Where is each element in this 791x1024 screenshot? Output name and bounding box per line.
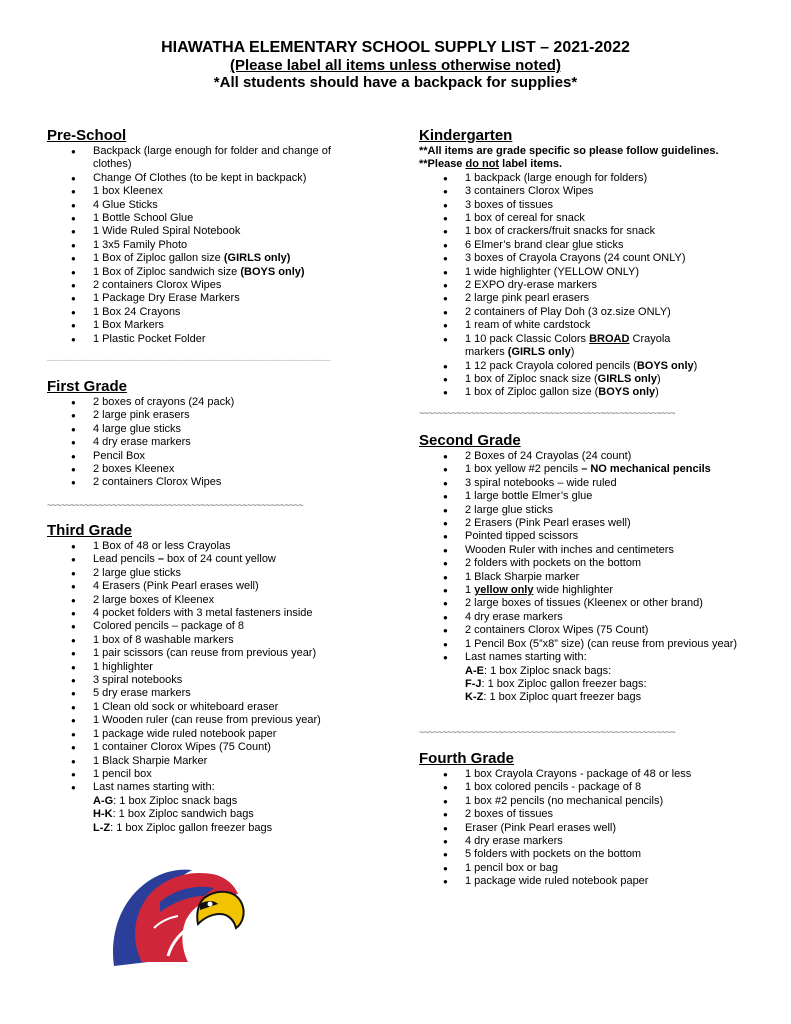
list-item	[47, 266, 367, 279]
item-text: Lead pencils	[93, 553, 155, 566]
list-item: ● 4 Erasers (Pink Pearl erases well)	[47, 580, 377, 593]
lastname-row: A-E: 1 box Ziploc snack bags:	[465, 664, 612, 677]
list-item: ● 1 Box 24 Crayons	[47, 306, 367, 319]
list-item: ● 2 large glue sticks	[47, 567, 377, 580]
list-item: ● Pointed tipped scissors	[419, 530, 759, 543]
fourth-grade-list	[419, 768, 759, 889]
kindergarten-note-label: **Please do not label items.	[419, 158, 563, 171]
section-first-grade	[47, 378, 367, 490]
lastname-row: L-Z: 1 box Ziploc gallon freezer bags	[93, 821, 273, 834]
list-item: ● 1 box yellow #2 pencils – NO mechanical pencils	[419, 463, 759, 476]
list-item: ● 2 containers Clorox Wipes	[47, 476, 367, 489]
item-text: box of 24 count yellow	[167, 553, 276, 566]
list-item: ● 4 Glue Sticks	[47, 199, 367, 212]
list-item: ● Backpack (large enough for folder and change of clothes)	[47, 145, 367, 172]
lastname-row: H-K: 1 box Ziploc sandwich bags	[93, 808, 254, 821]
list-item: ● 2 containers Clorox Wipes (75 Count)	[419, 624, 759, 637]
kindergarten-list	[419, 172, 759, 400]
list-item: ● 1 large bottle Elmer’s glue	[419, 490, 759, 503]
list-item: ● 5 folders with pockets on the bottom	[419, 848, 759, 861]
list-item: ● 1 Black Sharpie Marker	[47, 755, 377, 768]
list-item: ● 1 Box Markers	[47, 319, 367, 332]
list-item: ● 1 box of crackers/fruit snacks for snack	[419, 225, 759, 238]
section-preschool	[47, 127, 367, 346]
item-text: 1 Box of Ziploc gallon size	[93, 252, 221, 265]
list-item: ● 4 pocket folders with 3 metal fasteners inside	[47, 607, 377, 620]
section-fourth-grade	[419, 750, 759, 889]
list-item: ● 1 package wide ruled notebook paper	[419, 875, 759, 888]
list-item: ● 2 folders with pockets on the bottom	[419, 557, 759, 570]
list-item: ● Change Of Clothes (to be kept in backpack)	[47, 172, 367, 185]
list-item: ● 2 large boxes of Kleenex	[47, 594, 377, 607]
list-item: ● 6 Elmer’s brand clear glue sticks	[419, 239, 759, 252]
list-item: ● 1 pencil box or bag	[419, 862, 759, 875]
list-item: ● 1 Wooden ruler (can reuse from previous year)	[47, 714, 377, 727]
list-item: ● 1 Black Sharpie marker	[419, 571, 759, 584]
list-item: ● 2 large pink pearl erasers	[419, 292, 759, 305]
list-item: ● 2 large glue sticks	[419, 504, 759, 517]
list-item: ● 1 box Kleenex	[47, 185, 367, 198]
divider: ~~~~~~~~~~~~~~~~~~~~~~~~~~~~~~~~~~~~~~~~~~~~~~~~~~~~~~~	[47, 500, 304, 510]
list-item: ● 1 box colored pencils - package of 8	[419, 781, 759, 794]
list-item: ● 1 backpack (large enough for folders)	[419, 172, 759, 185]
list-item: ● 5 dry erase markers	[47, 687, 377, 700]
section-kindergarten	[419, 127, 759, 400]
list-item: ● 1 Clean old sock or whiteboard eraser	[47, 701, 377, 714]
list-item: ● 1 box of cereal for snack	[419, 212, 759, 225]
list-item: ● 1 container Clorox Wipes (75 Count)	[47, 741, 377, 754]
divider: ~~~~~~~~~~~~~~~~~~~~~~~~~~~~~~~~~~~~~~~~~~~~~~~~~~~~~~~	[419, 727, 676, 737]
list-item: ● 3 spiral notebooks	[47, 674, 377, 687]
lastname-row: A-G: 1 box Ziploc snack bags	[93, 794, 238, 807]
page-subtitle: (Please label all items unless otherwise noted)	[230, 57, 561, 74]
list-item: ● 3 containers Clorox Wipes	[419, 185, 759, 198]
list-item: ● 2 containers of Play Doh (3 oz.size ONLY)	[419, 306, 759, 319]
list-item: ● Eraser (Pink Pearl erases well)	[419, 822, 759, 835]
list-item: ● 1 12 pack Crayola colored pencils (BOYS only)	[419, 360, 759, 373]
first-grade-list	[47, 396, 367, 490]
list-item: ● 1 Package Dry Erase Markers	[47, 292, 367, 305]
page-title: HIAWATHA ELEMENTARY SCHOOL SUPPLY LIST – 2021-2022	[161, 39, 630, 56]
section-second-grade	[419, 432, 759, 705]
kindergarten-heading: Kindergarten	[419, 127, 513, 144]
list-item: ● 4 dry erase markers	[419, 835, 759, 848]
list-item: ● 1 ream of white cardstock	[419, 319, 759, 332]
third-grade-list	[47, 540, 377, 835]
fourth-grade-heading: Fourth Grade	[419, 750, 515, 767]
list-item: ● 2 Erasers (Pink Pearl erases well)	[419, 517, 759, 530]
list-item: ● 2 boxes of crayons (24 pack)	[47, 396, 367, 409]
second-grade-list	[419, 450, 759, 705]
list-item: ● 2 boxes of tissues	[419, 808, 759, 821]
list-item: ● 1 box Crayola Crayons - package of 48 or less	[419, 768, 759, 781]
list-item: ● 1 pair scissors (can reuse from previous year)	[47, 647, 377, 660]
list-item: ● 1 box of Ziploc gallon size (BOYS only)	[419, 386, 759, 399]
list-item: ● 1 Box of 48 or less Crayolas	[47, 540, 377, 553]
list-item: ● 3 boxes of Crayola Crayons (24 count ONLY)	[419, 252, 759, 265]
list-item: ● 1 box #2 pencils (no mechanical pencils)	[419, 795, 759, 808]
list-item: ● 3 boxes of tissues	[419, 199, 759, 212]
preschool-list	[47, 145, 367, 346]
document-header	[0, 38, 791, 92]
list-item: ● Last names starting with:	[47, 781, 377, 794]
list-item: ● 3 spiral notebooks – wide ruled	[419, 477, 759, 490]
kindergarten-note: **All items are grade specific so please follow guidelines.	[419, 145, 719, 157]
page-note: *All students should have a backpack for supplies*	[213, 74, 578, 91]
list-item: ● 2 EXPO dry-erase markers	[419, 279, 759, 292]
list-item: ● 2 large boxes of tissues (Kleenex or other brand)	[419, 597, 759, 610]
list-item: ● 1 pencil box	[47, 768, 377, 781]
list-item: ● 1 Pencil Box (5”x8” size) (can reuse from previous year)	[419, 638, 759, 651]
first-grade-heading: First Grade	[47, 378, 128, 395]
item-text: 1 Box of Ziploc sandwich size	[93, 265, 238, 278]
boys-only-tag: (BOYS only)	[240, 265, 305, 278]
list-item: ● Pencil Box	[47, 450, 367, 463]
list-item: ● 1 yellow only wide highlighter	[419, 584, 759, 597]
divider: ─────────────────────────────────────────────────	[47, 355, 331, 365]
list-item: ● 1 wide highlighter (YELLOW ONLY)	[419, 266, 759, 279]
list-item: ● 1 Wide Ruled Spiral Notebook	[47, 225, 367, 238]
list-item: ● 1 highlighter	[47, 661, 377, 674]
hawk-mascot-logo	[108, 858, 248, 970]
list-item: ● 1 10 pack Classic Colors BROAD Crayola markers (GIRLS only)	[419, 333, 759, 360]
list-item: ● 4 dry erase markers	[47, 436, 367, 449]
list-item: ● 2 containers Clorox Wipes	[47, 279, 367, 292]
list-item: ● Lead pencils – box of 24 count yellow	[47, 553, 377, 566]
list-item: ● 1 Plastic Pocket Folder	[47, 333, 367, 346]
list-item	[47, 252, 367, 265]
list-item: ● 1 Bottle School Glue	[47, 212, 367, 225]
girls-only-tag: (GIRLS only)	[223, 252, 291, 265]
second-grade-heading: Second Grade	[419, 432, 521, 449]
third-grade-heading: Third Grade	[47, 522, 133, 539]
list-item: ● 4 large glue sticks	[47, 423, 367, 436]
lastname-row: K-Z: 1 box Ziploc quart freezer bags	[465, 691, 642, 704]
list-item: ● 4 dry erase markers	[419, 611, 759, 624]
lastname-row: F-J: 1 box Ziploc gallon freezer bags:	[465, 677, 647, 690]
section-third-grade	[47, 522, 377, 835]
list-item: ● Colored pencils – package of 8	[47, 620, 377, 633]
list-item: ● 2 Boxes of 24 Crayolas (24 count)	[419, 450, 759, 463]
list-item: ● 1 package wide ruled notebook paper	[47, 728, 377, 741]
list-item: ● 2 large pink erasers	[47, 409, 367, 422]
preschool-heading: Pre-School	[47, 127, 127, 144]
list-item: ● Last names starting with:	[419, 651, 759, 664]
divider: ~~~~~~~~~~~~~~~~~~~~~~~~~~~~~~~~~~~~~~~~~~~~~~~~~~~~~~~	[419, 408, 676, 418]
list-item: ● Wooden Ruler with inches and centimeters	[419, 544, 759, 557]
list-item: ● 1 3x5 Family Photo	[47, 239, 367, 252]
list-item: ● 1 box of 8 washable markers	[47, 634, 377, 647]
list-item: ● 1 box of Ziploc snack size (GIRLS only)	[419, 373, 759, 386]
list-item: ● 2 boxes Kleenex	[47, 463, 367, 476]
